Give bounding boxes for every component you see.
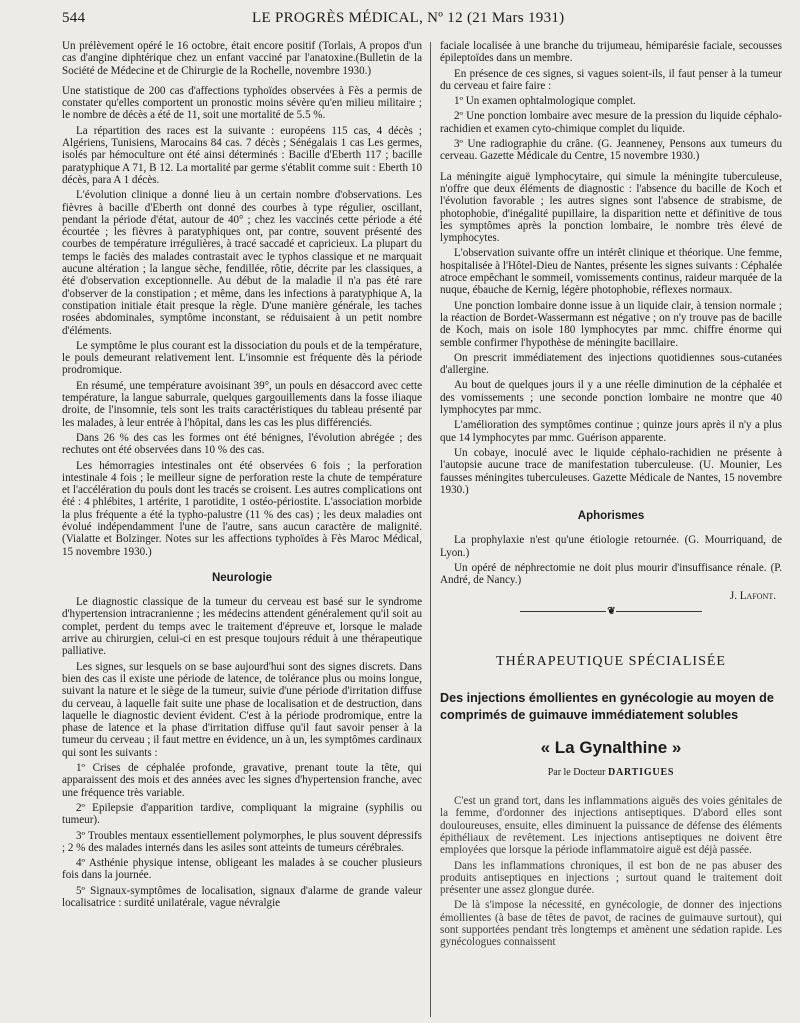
paragraph: Au bout de quelques jours il y a une réelle diminution de la céphalée et des vomissements ; une seconde ponction lombaire ne montre que 40 lymphocytes par mmc.: [440, 379, 782, 417]
paragraph: 5º Signaux-symptômes de localisation, signaux d'alarme de grande valeur localisatrice : surdité unilatérale, vague névralgie: [62, 884, 422, 909]
article-body: [440, 795, 782, 949]
article-title: Des injections émollientes en gynécologie au moyen de comprimés de guimauve immédiatement solubles: [440, 691, 774, 723]
ornament-line-left: [520, 611, 606, 612]
paragraph: 3º Une radiographie du crâne. (G. Jeanneney, Pensons aux tumeurs du cerveau. Gazette Médicale du Centre, 15 novembre 1930.): [440, 138, 782, 163]
paragraph: L'observation suivante offre un intérêt clinique et théorique. Une femme, hospitalisée à l'Hôtel-Dieu de Nantes, présente les signes suivants : Céphalée atroce empêchant le sommeil, vomissements continus, raideur marquée de la nuque, ébauche de Kernig, légère photophobie, réflexes normaux.: [440, 247, 782, 297]
paragraph: 1º Crises de céphalée profonde, gravative, prenant toute la tête, qui apparaissent des mois et des années avec les signes d'hypertension franche, avec une fréquence très variable.: [62, 762, 422, 799]
author-name: DARTIGUES: [607, 766, 675, 778]
paragraph: Les hémorragies intestinales ont été observées 6 fois ; la perforation intestinale 4 fois ; le meilleur signe de perforation reste la chute de température et l'accélération du pouls dont les tracés se croisent. Les autres complications ont été : 4 phlébites, 1 artérite, 1 parotidite, 1 ostéo-périostite. L'association morbide la plus fréquente a été la typho-palustre (11 % des cas) ; les deux maladies ont évolué indépendamment l'une de l'autre, sans aucun caractère de malignité. (Vialatte et Bolzinger. Notes sur les affections typhoïdes à Fès Maroc Médical, 15 novembre 1930.): [62, 459, 422, 558]
ornament-divider: [440, 606, 782, 618]
paragraph: La prophylaxie n'est qu'une étiologie retournée. (G. Mourriquand, de Lyon.): [440, 534, 782, 559]
paragraph: Dans les inflammations chroniques, il est bon de ne pas abuser des produits antiseptiques en injections ; surtout quand le traitement doit présenter une assez glongue durée.: [440, 859, 782, 897]
paragraph: Une statistique de 200 cas d'affections typhoïdes observées à Fès a permis de constater qu'elles comportent un pronostic moins sévère qu'en milieu militaire ; le nombre de décès a été de 11, soit une mortalité de 5.5 %.: [62, 84, 422, 122]
paragraph: Dans 26 % des cas les formes ont été bénignes, l'évolution abrégée ; des rechutes ont été observées dans 10 % des cas.: [62, 431, 422, 457]
paragraph: 1º Un examen ophtalmologique complet.: [454, 95, 636, 108]
paragraph: La méningite aiguë lymphocytaire, qui simule la méningite tuberculeuse, n'offre que deux éléments de diagnostic : l'absence du bacille de Koch et l'évolution favorable ; les autres signes sont l'absence de strabisme, de photophobie, d'inégalité pupillaire, la disparition nette et définitive de tous les symptômes après la ponction lombaire, le nombre très élevé de lymphocytes.: [440, 170, 782, 245]
signature: J. Lafont.: [729, 589, 776, 602]
paragraph: 4º Asthénie physique intense, obligeant les malades à se coucher plusieurs fois dans la journée.: [62, 857, 422, 882]
paragraph: Le diagnostic classique de la tumeur du cerveau est basé sur le syndrome d'hypertension intracranienne ; les médecins attendent généralement qu'il soit au complet, perdent du temps avec le traitement d'épreuve et, lorsque le malade arrive au chirurgien, celui-ci en est presque toujours réduit à une thérapeutique palliative.: [62, 596, 422, 658]
column-divider: [430, 42, 431, 1017]
paragraph: L'évolution clinique a donné lieu à un certain nombre d'observations. Les fièvres à bacille d'Eberth ont donné des courbes à type régulier, oscillant, pendant la période d'état, autour de 40° ; chez les vaccinés cette période a été écourtée ; les fièvres à paratyphiques ont, par contre, souvent présenté des courbes de température irrégulières, à tracé saccadé et capricieux. La plupart du temps le faciès des malades contrastait avec le typhos classique et ne marquait aucune altération ; la langue sèche, fendillée, rôtie, décrite par les classiques, a été d'observation exceptionnelle. Au début de la maladie il n'a pas été rare d'observer de la constipation ; et même, dans les infections à paratyphique A, la constipation initiale était presque la règle. D'une manière générale, les taches rosées abdominales, symptôme inconstant, se réduisaient à un petit nombre d'éléments.: [62, 189, 422, 337]
right-column: [440, 40, 782, 1013]
paragraph: On prescrit immédiatement des injections quotidiennes sous-cutanées d'allergine.: [440, 351, 782, 377]
running-header: [62, 8, 778, 30]
paragraph: C'est un grand tort, dans les inflammations aiguës des voies génitales de la femme, d'ordonner des injections antiseptiques. D'abord elles sont douloureuses, ensuite, elles diminuent la puissance de défense des éléments épithéliaux de revêtement. Les injections antiseptiques ne doivent être employées que lorsque la période inflammatoire aiguë est déjà passée.: [440, 795, 782, 857]
paragraph: 2º Une ponction lombaire avec mesure de la pression du liquide céphalo-rachidien et examen cyto-chimique complet du liquide.: [440, 110, 782, 135]
paragraph: En présence de ces signes, si vagues soient-ils, il faut penser à la tumeur du cerveau et faire faire :: [440, 67, 782, 92]
paragraph: La répartition des races est la suivante : européens 115 cas, 4 décès ; Algériens, Tunisiens, Marocains 84 cas. 7 décès ; Sénégalais 1 cas Les germes, isolés par hémoculture ont été ainsi déterminés : Bacille d'Eberth 117 ; bacille paratyphique A 71, B 12. La mortalité par germe s'établit comme suit : Eberth 10 décès, para A 1 décès.: [62, 124, 422, 186]
ornament-glyph: ❦: [607, 605, 615, 617]
product-name: « La Gynalthine »: [540, 738, 682, 758]
paragraph: En résumé, une température avoisinant 39°, un pouls en désaccord avec cette température, la langue saburrale, quelques gargouillements dans la fosse iliaque droite, de l'insomnie, tels sont les traits caractéristiques du tableau présenté par les malades, à leur entrée à l'hôpital, dans les cas les plus différenciés.: [62, 379, 422, 429]
journal-title: LE PROGRÈS MÉDICAL, Nº 12 (21 Mars 1931): [252, 10, 565, 26]
section-title: THÉRAPEUTIQUE SPÉCIALISÉE: [496, 654, 726, 670]
paragraph: 2º Epilepsie d'apparition tardive, compliquant la migraine (syphilis ou tumeur).: [62, 801, 422, 827]
paragraph: Une ponction lombaire donne issue à un liquide clair, à tension normale ; la réaction de Bordet-Wassermann est négative ; on n'y trouve pas de bacille de Koch, mais on isole 180 lymphocytes par mmc. chiffre énorme qui semble confirmer l'hypothèse de méningite bacillaire.: [440, 299, 782, 349]
ornament-line-right: [616, 611, 702, 612]
paragraph: Un prélèvement opéré le 16 octobre, était encore positif (Torlais, A propos d'un cas d'angine diphtérique chez un enfant vacciné par l'anatoxine.(Bulletin de la Société de Médecine et de Chirurgie de la Rochelle, novembre 1930.): [62, 40, 422, 77]
paragraph: L'amélioration des symptômes continue ; quinze jours après il n'y a plus que 14 lymphocytes par mmc. Guérison apparente.: [440, 419, 782, 444]
byline: [440, 767, 782, 779]
page-number: 544: [62, 10, 86, 26]
paragraph: 3º Troubles mentaux essentiellement polymorphes, le plus souvent dépressifs ; 2 % des malades internés dans les asiles sont atteints de tumeurs cérébrales.: [62, 829, 422, 854]
paragraph: Le symptôme le plus courant est la dissociation du pouls et de la température, le pouls demeurant relativement lent. L'insomnie est fréquente dès la période prodromique.: [62, 339, 422, 377]
left-column: [62, 40, 422, 1013]
byline-prefix: Par le Docteur: [547, 766, 608, 778]
paragraph: Un opéré de néphrectomie ne doit plus mourir d'insuffisance rénale. (P. André, de Nancy.): [440, 561, 782, 587]
section-heading-neurologie: Neurologie: [211, 571, 273, 584]
paragraph: Un cobaye, inoculé avec le liquide céphalo-rachidien ne présente à l'autopsie aucune trace de manifestation tuberculeuse. (U. Mounier, Les fausses méningites tuberculeuses. Gazette Médicale de Nantes, 15 novembre 1930.): [440, 446, 782, 496]
paragraph: Les signes, sur lesquels on se base aujourd'hui sont des signes discrets. Dans bien des cas il existe une période de latence, de tolérance plus ou moins longue, suivant la nature et le siège de la tumeur, suivie d'une période d'irritation diffuse du cerveau, à laquelle fait suite une phase de localisation et de destruction, dans laquelle le diagnostic devient évident. C'est à la période prodromique, entre la phase de latence et la phase d'irritation diffuse qu'il faut savoir penser à la tumeur du cerveau ; il faut mettre en évidence, un à un, les symptômes cardinaux qui sont les suivants :: [62, 660, 422, 759]
paragraph: faciale localisée à une branche du trijumeau, hémiparésie faciale, secousses épileptoïdes dans un membre.: [440, 40, 782, 65]
section-heading-aphorismes: Aphorismes: [577, 510, 645, 523]
paragraph: De là s'impose la nécessité, en gynécologie, de donner des injections émollientes (à base de têtes de pavot, de racines de guimauve surtout), qui sont supportées pendant très longtemps et amènent une sédation rapide. Les gynécologues connaissent: [440, 899, 782, 949]
